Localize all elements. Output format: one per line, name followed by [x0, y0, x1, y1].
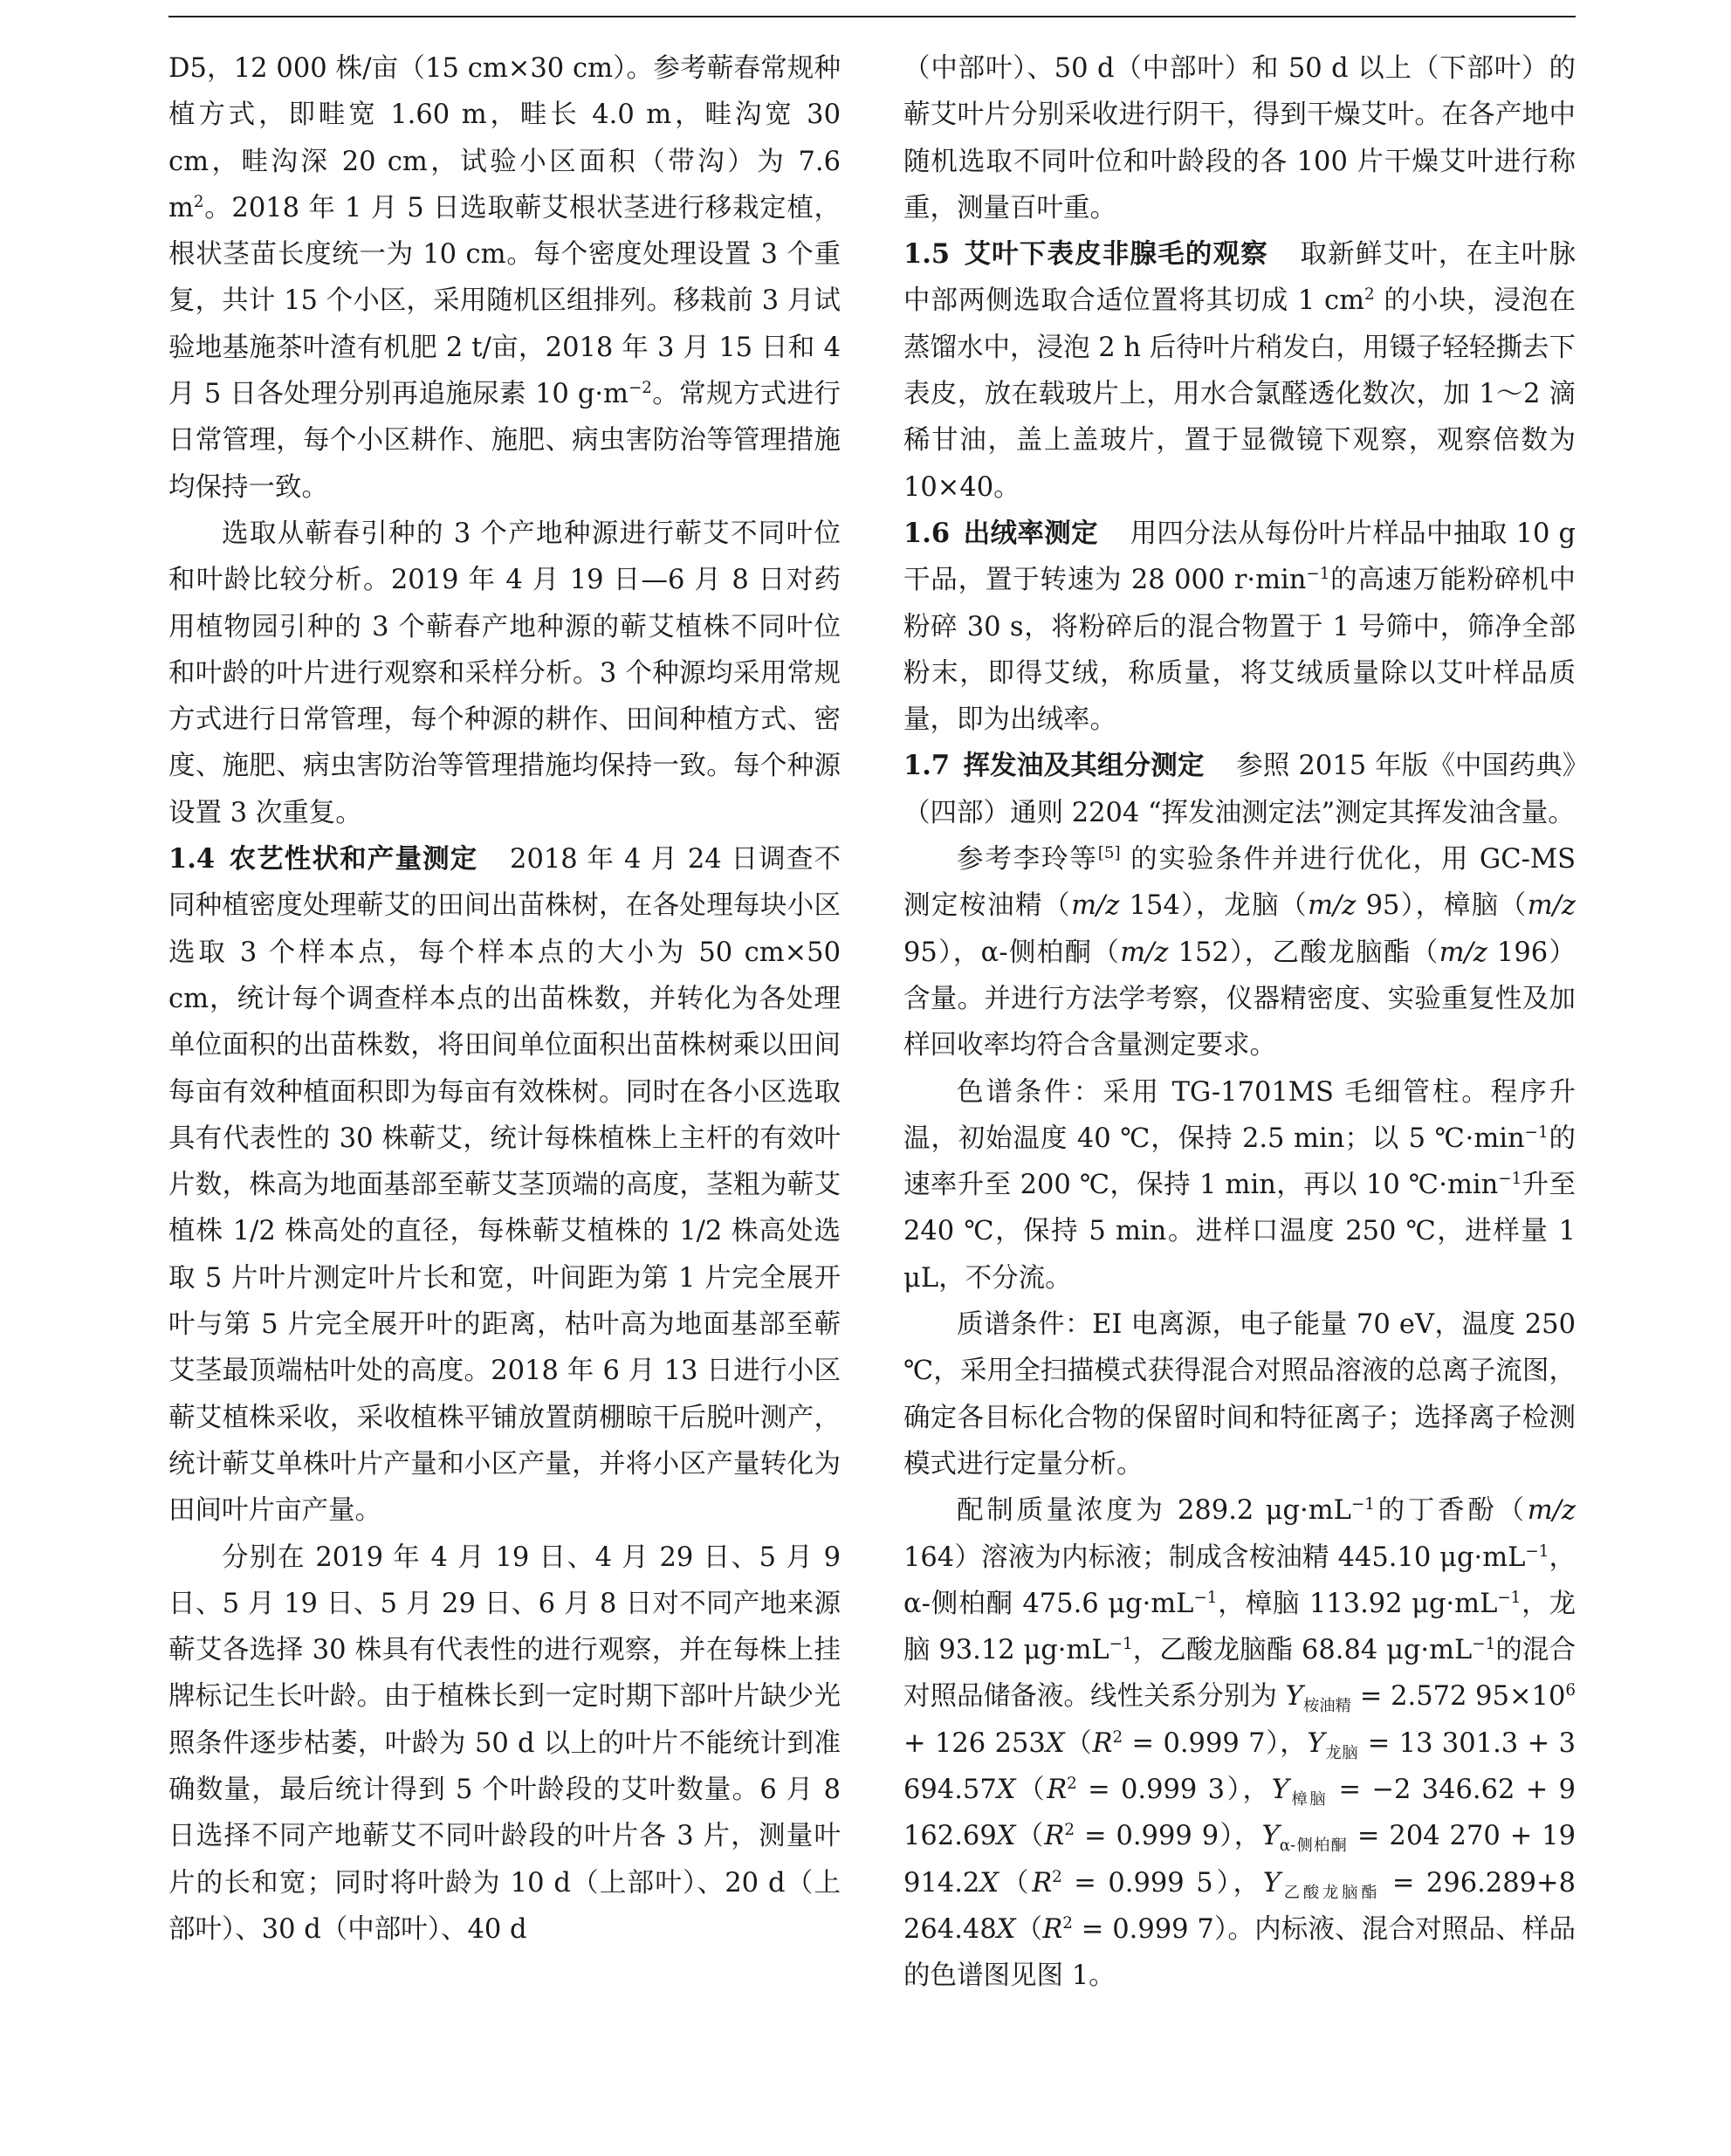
equation-camphor: $Y_{樟脑} = -2$ 346.62 + 9 $162.69X(R^2 = 0.999$ 9）， [903, 1774, 1576, 1852]
paragraph-gcms-method: 参考李玲等[5] 的实验条件并进行优化，用 GC-MS 测定桉油精（m/z 154），龙脑（m/z 95），樟脑（m/z 95），α-侧柏酮（m/z 152），乙酸龙脑酯（m/z 196）含量。并进行方法学考察，仪器精密度、实验重复性及加样回收率均符合含量测定要求。 [903, 843, 1576, 1061]
section-title: 挥发油及其组分测定 [963, 750, 1205, 782]
section-number: 1.5 [903, 238, 951, 271]
section-number: 1.7 [903, 750, 951, 782]
paragraph-standard-solutions: 配制质量浓度为 289.2 $\mu g\cdot mL^{-1}$的丁香酚（m/z 164）溶液为内标液；制成含桉油精 445.10 $\mu g\cdot mL^{-1}$，α-侧柏酮 475.6 $\mu g\cdot mL^{-1}$，樟脑 113.92 $\mu g\cdot mL^{-1}$，龙脑 93.12 $\mu g\cdot mL^{-1}$，乙酸龙脑酯 68.84 $\mu g\cdot mL^{-1}$的混合对照品储备液。线性关系分别为 $Y_{桉油精} = 2.572$ $95\times 10^6 + 126$ $253X(R^2 = 0.999$ 7），$Y_{龙脑} = 13$ 301.3 + 3 $694.57X(R^2 = 0.999$ 3），$Y_{樟脑} = -2$ 346.62 + 9 $162.69X(R^2 = 0.999$ 9），$Y_{\alpha-侧柏酮} = 204$ 270 + 19 $914.2X(R^2 = 0.999$ 5），$Y_{乙酸龙脑酯} = 296.289+8$ $264.48X(R^2 = 0.999$ 7）。内标液、混合对照品、样品的色谱图见图 1。 [903, 1495, 1576, 1992]
section-1-7: 1.7 挥发油及其组分测定 参照 2015 年版《中国药典》（四部）通则 2204 “挥发油测定法”测定其挥发油含量。 [903, 750, 1576, 828]
equation-borneol: $Y_{龙脑} = 13$ 301.3 + 3 $694.57X(R^2 = 0.999$ 3）， [903, 1727, 1576, 1805]
section-1-4: 1.4 农艺性状和产量测定 2018 年 4 月 24 日调查不同种植密度处理蕲艾的田间出苗株树，在各处理每块小区选取 3 个样本点，每个样本点的大小为 50 cm×50 cm，统计每个调查样本点的出苗株数，并转化为各处理单位面积的出苗株数，将田间单位面积出苗株树乘以田间每亩有效种植面积即为每亩有效株树。同时在各小区选取具有代表性的 30 株蕲艾，统计每株植株上主杆的有效叶片数，株高为地面基部至蕲艾茎顶端的高度，茎粗为蕲艾植株 1/2 株高处的直径，每株蕲艾植株的 1/2 株高处选取 5 片叶片测定叶片长和宽，叶间距为第 1 片完全展开叶与第 5 片完全展开叶的距离，枯叶高为地面基部至蕲艾茎最顶端枯叶处的高度。2018 年 6 月 13 日进行小区蕲艾植株采收，采收植株平铺放置荫棚晾干后脱叶测产，统计蕲艾单株叶片产量和小区产量，并将小区产量转化为田间叶片亩产量。 [168, 843, 841, 1527]
section-1-6: 1.6 出绒率测定 用四分法从每份叶片样品中抽取 10 g 干品，置于转速为 28 000 $r\cdot\min^{-1}$的高速万能粉碎机中粉碎 30 s，将粉碎后的混合物置于 1 号筛中，筛净全部粉末，即得艾绒，称质量，将艾绒质量除以艾叶样品质量，即为出绒率。 [903, 517, 1576, 736]
running-header [742, 0, 1004, 7]
paragraph-ms-conditions: 质谱条件：EI 电离源，电子能量 70 eV，温度 250 ℃，采用全扫描模式获得混合对照品溶液的总离子流图，确定各目标化合物的保留时间和特征离子；选择离子检测模式进行定量分析。 [903, 1309, 1576, 1480]
section-number: 1.6 [903, 517, 951, 549]
paragraph-continued: （中部叶）、50 d（中部叶）和 50 d 以上（下部叶）的蕲艾叶片分别采收进行阴干，得到干燥艾叶。在各产地中随机选取不同叶位和叶龄段的各 100 片干燥艾叶进行称重，测量百叶重。 [903, 53, 1576, 223]
paragraph-seed-sources: 选取从蕲春引种的 3 个产地种源进行蕲艾不同叶位和叶龄比较分析。2019 年 4 月 19 日—6 月 8 日对药用植物园引种的 3 个蕲春产地种源的蕲艾植株不同叶位和叶龄的叶片进行观察和采样分析。3 个种源均采用常规方式进行日常管理，每个种源的耕作、田间种植方式、密度、施肥、病虫害防治等管理措施均保持一致。每个种源设置 3 次重复。 [168, 518, 841, 828]
equation-thujone: $Y_{\alpha-侧柏酮} = 204$ 270 + 19 $914.2X(R^2 = 0.999$ 5）， [903, 1821, 1576, 1899]
section-title: 出绒率测定 [963, 517, 1098, 549]
left-column [168, 45, 841, 1953]
equation-cineole: $Y_{桉油精} = 2.572$ $95\times 10^6 + 126$ $253X(R^2 = 0.999$ 7）， [903, 1681, 1576, 1759]
section-title: 农艺性状和产量测定 [228, 843, 478, 875]
section-title: 艾叶下表皮非腺毛的观察 [963, 238, 1268, 271]
section-number: 1.4 [168, 843, 216, 875]
paragraph-planting-method: D5，12 000 株/亩（15 cm×30 cm）。参考蕲春常规种植方式，即畦宽 1.60 m，畦长 4.0 m，畦沟宽 30 cm，畦沟深 20 cm，试验小区面积（带沟）为 7.6 $m^2$。2018 年 1 月 5 日选取蕲艾根状茎进行移栽定植，根状茎苗长度统一为 10 cm。每个密度处理设置 3 个重复，共计 15 个小区，采用随机区组排列。移栽前 3 月试验地基施茶叶渣有机肥 2 t/亩，2018 年 3 月 15 日和 4 月 5 日各处理分别再追施尿素 10 $g\cdot m^{-2}$。常规方式进行日常管理，每个小区耕作、施肥、病虫害防治等管理措施均保持一致。 [168, 53, 841, 503]
section-1-5: 1.5 艾叶下表皮非腺毛的观察 取新鲜艾叶，在主叶脉中部两侧选取合适位置将其切成 1 $cm^2$ 的小块，浸泡在蒸馏水中，浸泡 2 h 后待叶片稍发白，用镊子轻轻撕去下表皮，放在载玻片上，用水合氯醛透化数次，加 1～2 滴稀甘油，盖上盖玻片，置于显微镜下观察，观察倍数为 10×40。 [903, 238, 1576, 503]
right-column [903, 45, 1576, 1999]
equation-bornyl-acetate: $Y_{乙酸龙脑酯} = 296.289+8$ $264.48X(R^2 = 0.999$ 7）。内标液、混合对照品、样品的色谱图见图 1。 [903, 1867, 1576, 1992]
citation-ref: [5] [1097, 843, 1121, 862]
paragraph-leaf-age-observation: 分别在 2019 年 4 月 19 日、4 月 29 日、5 月 9 日、5 月 19 日、5 月 29 日、6 月 8 日对不同产地来源蕲艾各选择 30 株具有代表性的进行观察，并在每株上挂牌标记生长叶龄。由于植株长到一定时期下部叶片缺少光照条件逐步枯萎，叶龄为 50 d 以上的叶片不能统计到准确数量，最后统计得到 5 个叶龄段的艾叶数量。6 月 8 日选择不同产地蕲艾不同叶龄段的叶片各 3 片，测量叶片的长和宽；同时将叶龄为 10 d（上部叶）、20 d（上部叶）、30 d（中部叶）、40 d [168, 1541, 841, 1945]
paragraph-chromatography-conditions: 色谱条件：采用 TG-1701MS 毛细管柱。程序升温，初始温度 40 ℃，保持 2.5 min；以 5 $℃\cdot\min^{-1}$的速率升至 200 ℃，保持 1 min，再以 10 $℃\cdot\min^{-1}$升至 240 ℃，保持 5 min。进样口温度 250 ℃，进样量 1 μL，不分流。 [903, 1076, 1576, 1294]
